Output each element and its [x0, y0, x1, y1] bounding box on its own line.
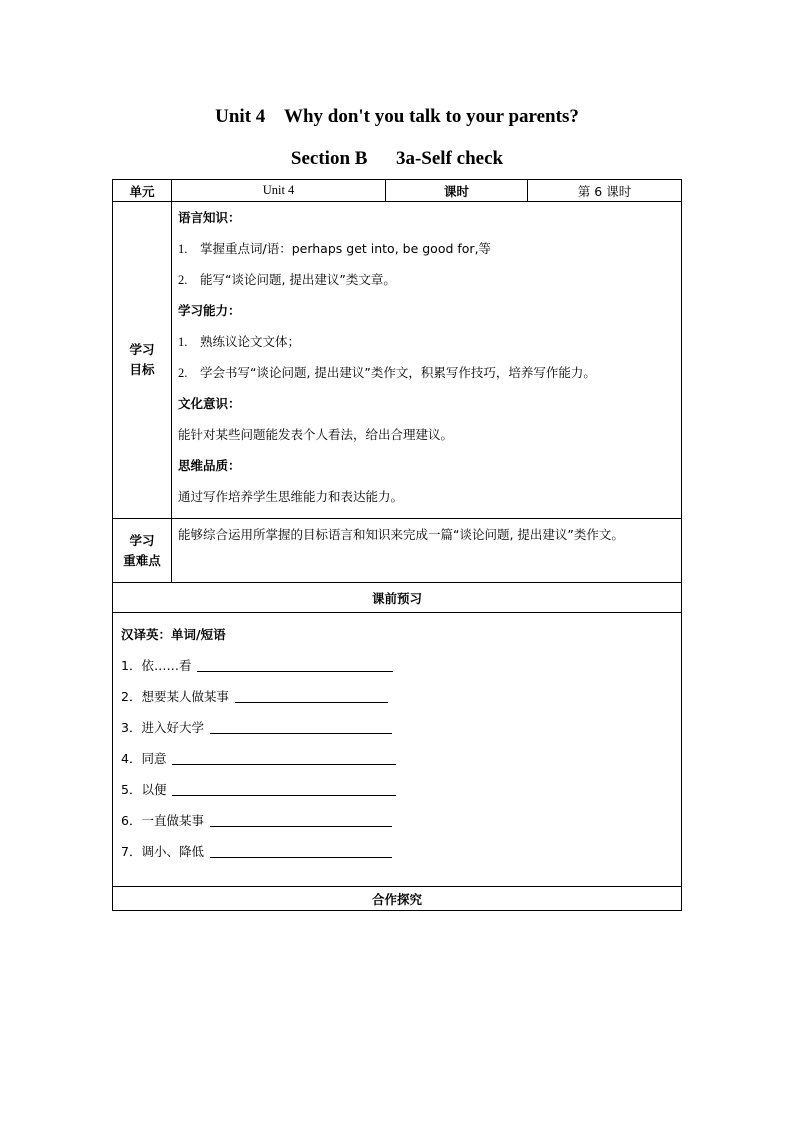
- cooperation-banner: 合作探究: [113, 887, 682, 911]
- thinking-quality-heading: 思维品质：: [178, 458, 241, 473]
- preview-banner: 课前预习: [113, 583, 682, 613]
- preview-content-row: [113, 613, 682, 887]
- list-item: 7．调小、降低: [121, 842, 673, 873]
- list-item: 3．进入好大学: [121, 718, 673, 749]
- answer-blank[interactable]: [210, 812, 392, 827]
- header-row: [113, 180, 682, 202]
- answer-blank[interactable]: [197, 657, 393, 672]
- list-item: 6．一直做某事: [121, 811, 673, 842]
- answer-blank[interactable]: [172, 781, 396, 796]
- vocab-heading: 汉译英：单词/短语: [121, 627, 226, 642]
- thinking-quality-text: 通过写作培养学生思维能力和表达能力。: [178, 489, 404, 504]
- preview-content: [113, 613, 682, 887]
- cultural-awareness-heading: 文化意识：: [178, 396, 241, 411]
- list-item: 2. 能写“谈论问题, 提出建议”类文章。: [178, 272, 396, 287]
- period-label: 课时: [386, 180, 528, 202]
- list-item: 1. 熟练议论文文体；: [178, 334, 301, 349]
- list-item: 4．同意: [121, 749, 673, 780]
- lesson-plan-table: [112, 179, 682, 911]
- unit-label: 单元: [113, 180, 172, 202]
- objectives-label: 学习 目标: [113, 202, 172, 519]
- list-item: 5．以便: [121, 780, 673, 811]
- answer-blank[interactable]: [235, 688, 388, 703]
- objectives-content: [172, 202, 682, 519]
- key-points-text: 能够综合运用所掌握的目标语言和知识来完成一篇“谈论问题, 提出建议”类作文。: [172, 519, 682, 583]
- objectives-row: [113, 202, 682, 519]
- period-value: 第 6 课时: [528, 180, 682, 202]
- key-points-row: [113, 519, 682, 583]
- document-title: Unit 4 Why don't you talk to your parents?: [215, 106, 579, 127]
- document-subtitle: Section B 3a-Self check: [290, 148, 504, 169]
- learning-ability-heading: 学习能力：: [178, 303, 241, 318]
- key-points-label: 学习 重难点: [113, 519, 172, 583]
- answer-blank[interactable]: [210, 843, 392, 858]
- cooperation-banner-row: [113, 887, 682, 911]
- list-item: 2．想要某人做某事: [121, 687, 673, 718]
- unit-value: Unit 4: [172, 180, 386, 202]
- answer-blank[interactable]: [210, 719, 392, 734]
- answer-blank[interactable]: [172, 750, 396, 765]
- list-item: 1．依……看: [121, 656, 673, 687]
- list-item: 2. 学会书写“谈论问题, 提出建议”类作文，积累写作技巧，培养写作能力。: [178, 365, 596, 380]
- list-item: 1. 掌握重点词/语：perhaps get into, be good for,等: [178, 241, 492, 256]
- cultural-awareness-text: 能针对某些问题能发表个人看法，给出合理建议。: [178, 427, 454, 442]
- preview-banner-row: [113, 583, 682, 613]
- language-knowledge-heading: 语言知识：: [178, 210, 241, 225]
